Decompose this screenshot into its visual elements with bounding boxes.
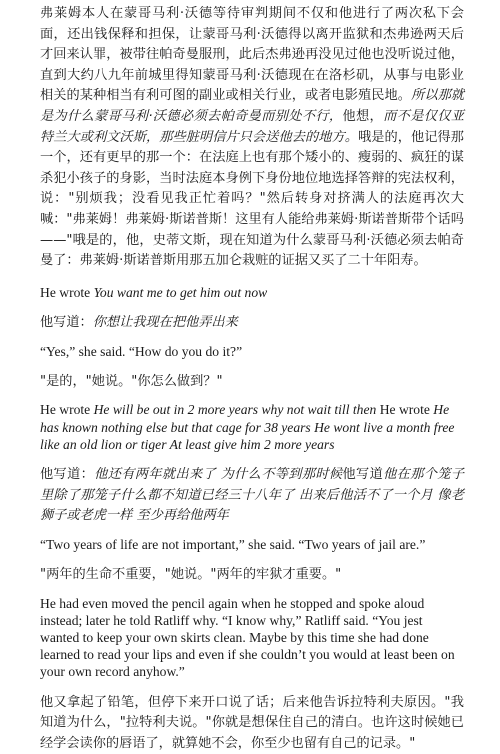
text-segment: 他写道： [40,466,95,482]
paragraph-zh-1 [40,4,464,272]
text-segment: He wrote [40,402,94,418]
paragraph-zh-5 [40,565,464,586]
text-segment: "是的，"她说。"你怎么做到？" [40,373,223,389]
italic-text-segment: 所以那就是为什么蒙哥马利·沃德必须去帕奇曼而别处不行， [40,88,465,124]
italic-text-segment: 而不是仅仅亚特兰大或利文沃斯，那些脏明信片只会送他去的地方。 [40,108,465,145]
text-segment: 他又拿起了铅笔，但停下来开口说了话；后来他告诉拉特利夫原因。"我知道为什么，"拉特利夫说。"你就是想保住自己的清白。也许这时候她已经学会读你的唇语了，就算她不会，你至少也留有自己的记录。" [40,694,464,751]
text-segment: He wrote [40,284,94,300]
text-segment: 哦是的，他记得那一个，还有更早的那一个：在法庭上也有那个矮小的、瘦弱的、疯狂的谋杀犯小孩子的身影，当时法庭本身例下身份地位地选择答辩的宪法权利，说："别烦我；没看见我正忙着吗？"然后转身对挤满人的法庭再次大喊："弗莱姆！弗莱姆·斯诺普斯！这里有人能给弗莱姆·斯诺普斯带个话吗——"哦是的，他，史蒂文斯，现在知道为什么蒙哥马利·沃德必须去帕奇曼了：弗莱姆·斯诺普斯用那五加仑栽赃的证据又买了二十年阳寿。 [40,129,464,269]
paragraph-en-1 [40,284,464,301]
text-segment: 弗莱姆本人在蒙哥马利·沃德等待审判期间不仅和他进行了两次私下会面，还出钱保释和担保，让蒙哥马利·沃德得以离开监狱和杰弗逊两天后才回来认罪，被带往帕奇曼服刑，此后杰弗逊再没见过他也没听说过他，直到大约八九年前城里得知蒙哥马利·沃德现在在洛杉矶，从事与电影业相关的某种相当有利可图的副业或相关行业，或者电影殖民地。 [40,6,464,104]
paragraph-en-3 [40,401,464,453]
italic-text-segment: 他在那个笼子里除了那笼子什么都不知道已经三十八年了 出来后他活不了一个月 像老狮子或老虎一样 至少再给他两年 [40,466,465,524]
italic-text-segment: He has known nothing else but that cage for 38 years He wont live a month free like an old lion or tiger At least give him 2 more years [40,402,455,452]
paragraph-zh-6 [40,693,464,754]
italic-text-segment: 你想让我现在把他弄出来 [92,314,238,330]
text-segment: 他想， [342,108,384,124]
document-page [0,4,500,754]
text-segment: “Two years of life are not important,” she said. “Two years of jail are.” [40,536,426,552]
text-segment: He wrote [376,402,434,418]
paragraph-zh-4 [40,465,464,527]
text-segment: He had even moved the pencil again when he stopped and spoke aloud instead; later he told Ratliff why. “I know why,” Ratliff said. “You jest wanted to keep your own skirts clean. Maybe by this time she had done learned to read your lips and even if she couldn’t you would at least been on your own record anyhow.” [40,595,455,680]
text-segment: 他写道 [342,466,384,482]
paragraph-en-4 [40,536,464,553]
text-segment: "两年的生命不重要，"她说。"两年的牢狱才重要。" [40,566,342,582]
text-segment: 他写道： [40,314,93,330]
paragraph-zh-3 [40,372,464,393]
paragraph-en-2 [40,343,464,360]
italic-text-segment: 他还有两年就出来了 为什么不等到那时候 [94,466,343,482]
italic-text-segment: He will be out in 2 more years why not wait till then [93,402,377,418]
text-segment: “Yes,” she said. “How do you do it?” [40,343,243,359]
paragraph-en-5 [40,595,464,681]
italic-text-segment: You want me to get him out now [93,284,268,300]
paragraph-zh-2 [40,313,464,334]
